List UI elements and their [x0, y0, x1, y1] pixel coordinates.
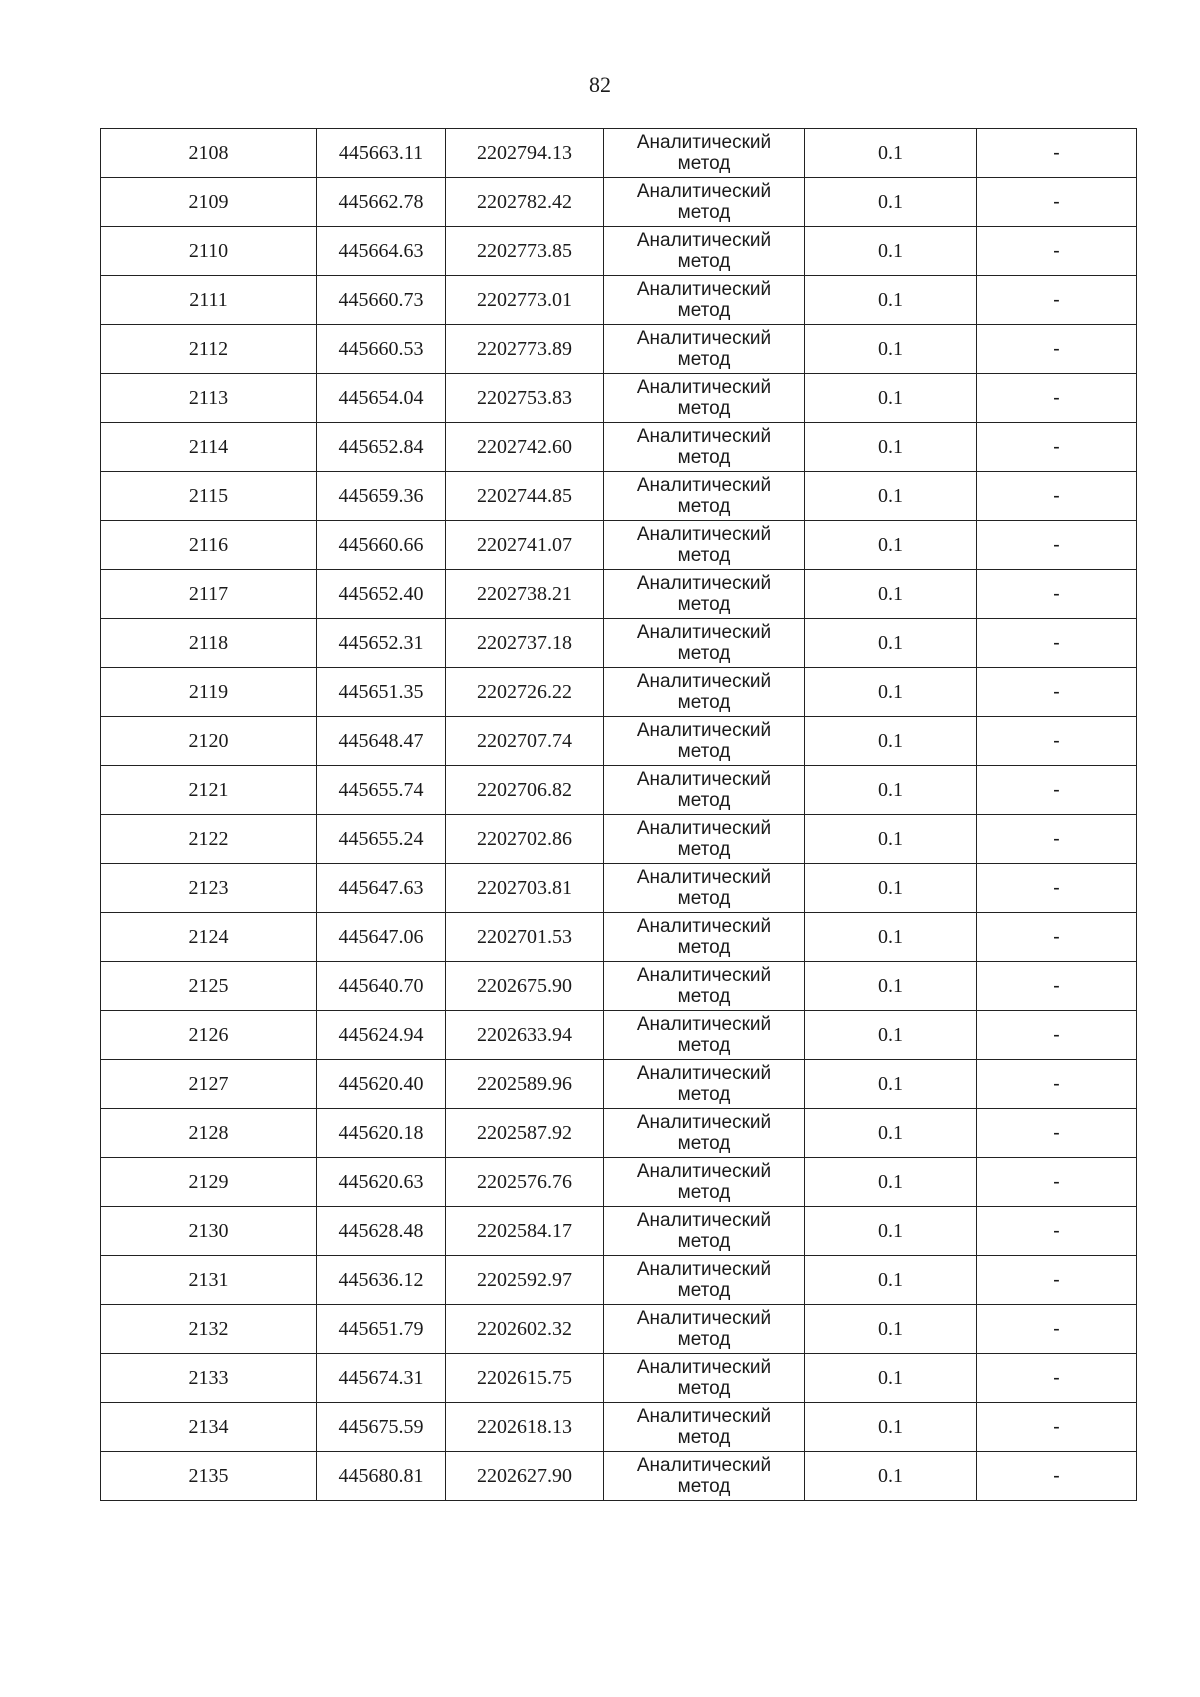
table-row: [101, 521, 1137, 570]
point-number-cell: 2135: [101, 1452, 317, 1501]
note-cell: -: [977, 913, 1137, 962]
note-cell: -: [977, 1305, 1137, 1354]
point-number-cell: 2132: [101, 1305, 317, 1354]
x-coordinate-cell: 445662.78: [317, 178, 446, 227]
note-cell: -: [977, 668, 1137, 717]
x-coordinate-cell: 445659.36: [317, 472, 446, 521]
note-cell: -: [977, 276, 1137, 325]
x-coordinate-cell: 445640.70: [317, 962, 446, 1011]
y-coordinate-cell: 2202742.60: [446, 423, 604, 472]
method-cell: Аналитический метод: [604, 619, 805, 668]
accuracy-cell: 0.1: [805, 521, 977, 570]
x-coordinate-cell: 445620.18: [317, 1109, 446, 1158]
accuracy-cell: 0.1: [805, 1305, 977, 1354]
accuracy-cell: 0.1: [805, 668, 977, 717]
table-row: [101, 913, 1137, 962]
note-cell: -: [977, 1354, 1137, 1403]
method-cell: Аналитический метод: [604, 1060, 805, 1109]
note-cell: -: [977, 1403, 1137, 1452]
accuracy-cell: 0.1: [805, 129, 977, 178]
point-number-cell: 2133: [101, 1354, 317, 1403]
method-cell: Аналитический метод: [604, 1256, 805, 1305]
y-coordinate-cell: 2202782.42: [446, 178, 604, 227]
method-cell: Аналитический метод: [604, 423, 805, 472]
point-number-cell: 2124: [101, 913, 317, 962]
y-coordinate-cell: 2202584.17: [446, 1207, 604, 1256]
method-cell: Аналитический метод: [604, 1109, 805, 1158]
x-coordinate-cell: 445636.12: [317, 1256, 446, 1305]
y-coordinate-cell: 2202576.76: [446, 1158, 604, 1207]
table-row: [101, 1256, 1137, 1305]
accuracy-cell: 0.1: [805, 423, 977, 472]
x-coordinate-cell: 445651.35: [317, 668, 446, 717]
method-cell: Аналитический метод: [604, 472, 805, 521]
table-row: [101, 178, 1137, 227]
accuracy-cell: 0.1: [805, 766, 977, 815]
x-coordinate-cell: 445647.06: [317, 913, 446, 962]
accuracy-cell: 0.1: [805, 374, 977, 423]
point-number-cell: 2116: [101, 521, 317, 570]
point-number-cell: 2117: [101, 570, 317, 619]
table-row: [101, 276, 1137, 325]
method-cell: Аналитический метод: [604, 276, 805, 325]
accuracy-cell: 0.1: [805, 1256, 977, 1305]
note-cell: -: [977, 472, 1137, 521]
y-coordinate-cell: 2202675.90: [446, 962, 604, 1011]
y-coordinate-cell: 2202737.18: [446, 619, 604, 668]
note-cell: -: [977, 570, 1137, 619]
x-coordinate-cell: 445651.79: [317, 1305, 446, 1354]
note-cell: -: [977, 864, 1137, 913]
method-cell: Аналитический метод: [604, 227, 805, 276]
y-coordinate-cell: 2202615.75: [446, 1354, 604, 1403]
accuracy-cell: 0.1: [805, 1452, 977, 1501]
note-cell: -: [977, 962, 1137, 1011]
y-coordinate-cell: 2202738.21: [446, 570, 604, 619]
point-number-cell: 2114: [101, 423, 317, 472]
table-row: [101, 864, 1137, 913]
point-number-cell: 2122: [101, 815, 317, 864]
table-row: [101, 668, 1137, 717]
x-coordinate-cell: 445647.63: [317, 864, 446, 913]
accuracy-cell: 0.1: [805, 178, 977, 227]
coordinates-table: [100, 128, 1137, 1501]
x-coordinate-cell: 445648.47: [317, 717, 446, 766]
point-number-cell: 2126: [101, 1011, 317, 1060]
x-coordinate-cell: 445655.24: [317, 815, 446, 864]
note-cell: -: [977, 1158, 1137, 1207]
coordinates-table-body: [101, 129, 1137, 1501]
note-cell: -: [977, 815, 1137, 864]
method-cell: Аналитический метод: [604, 1305, 805, 1354]
x-coordinate-cell: 445680.81: [317, 1452, 446, 1501]
table-row: [101, 374, 1137, 423]
accuracy-cell: 0.1: [805, 815, 977, 864]
method-cell: Аналитический метод: [604, 668, 805, 717]
point-number-cell: 2134: [101, 1403, 317, 1452]
method-cell: Аналитический метод: [604, 864, 805, 913]
table-row: [101, 1011, 1137, 1060]
y-coordinate-cell: 2202753.83: [446, 374, 604, 423]
y-coordinate-cell: 2202592.97: [446, 1256, 604, 1305]
x-coordinate-cell: 445663.11: [317, 129, 446, 178]
x-coordinate-cell: 445660.66: [317, 521, 446, 570]
table-row: [101, 1158, 1137, 1207]
page-number: 82: [589, 72, 611, 97]
table-row: [101, 423, 1137, 472]
point-number-cell: 2119: [101, 668, 317, 717]
x-coordinate-cell: 445675.59: [317, 1403, 446, 1452]
point-number-cell: 2112: [101, 325, 317, 374]
table-row: [101, 1403, 1137, 1452]
table-row: [101, 1207, 1137, 1256]
accuracy-cell: 0.1: [805, 227, 977, 276]
y-coordinate-cell: 2202703.81: [446, 864, 604, 913]
note-cell: -: [977, 1256, 1137, 1305]
note-cell: -: [977, 619, 1137, 668]
table-row: [101, 1060, 1137, 1109]
y-coordinate-cell: 2202744.85: [446, 472, 604, 521]
x-coordinate-cell: 445655.74: [317, 766, 446, 815]
table-row: [101, 129, 1137, 178]
point-number-cell: 2121: [101, 766, 317, 815]
point-number-cell: 2125: [101, 962, 317, 1011]
accuracy-cell: 0.1: [805, 1060, 977, 1109]
y-coordinate-cell: 2202701.53: [446, 913, 604, 962]
method-cell: Аналитический метод: [604, 178, 805, 227]
method-cell: Аналитический метод: [604, 1354, 805, 1403]
method-cell: Аналитический метод: [604, 374, 805, 423]
note-cell: -: [977, 129, 1137, 178]
y-coordinate-cell: 2202627.90: [446, 1452, 604, 1501]
note-cell: -: [977, 1452, 1137, 1501]
point-number-cell: 2118: [101, 619, 317, 668]
accuracy-cell: 0.1: [805, 1403, 977, 1452]
accuracy-cell: 0.1: [805, 619, 977, 668]
method-cell: Аналитический метод: [604, 815, 805, 864]
point-number-cell: 2108: [101, 129, 317, 178]
method-cell: Аналитический метод: [604, 570, 805, 619]
point-number-cell: 2115: [101, 472, 317, 521]
accuracy-cell: 0.1: [805, 570, 977, 619]
point-number-cell: 2131: [101, 1256, 317, 1305]
accuracy-cell: 0.1: [805, 472, 977, 521]
note-cell: -: [977, 766, 1137, 815]
y-coordinate-cell: 2202741.07: [446, 521, 604, 570]
y-coordinate-cell: 2202602.32: [446, 1305, 604, 1354]
point-number-cell: 2111: [101, 276, 317, 325]
note-cell: -: [977, 227, 1137, 276]
method-cell: Аналитический метод: [604, 766, 805, 815]
accuracy-cell: 0.1: [805, 913, 977, 962]
y-coordinate-cell: 2202587.92: [446, 1109, 604, 1158]
accuracy-cell: 0.1: [805, 864, 977, 913]
x-coordinate-cell: 445654.04: [317, 374, 446, 423]
x-coordinate-cell: 445620.63: [317, 1158, 446, 1207]
note-cell: -: [977, 423, 1137, 472]
x-coordinate-cell: 445624.94: [317, 1011, 446, 1060]
note-cell: -: [977, 1109, 1137, 1158]
x-coordinate-cell: 445652.31: [317, 619, 446, 668]
x-coordinate-cell: 445660.73: [317, 276, 446, 325]
note-cell: -: [977, 1060, 1137, 1109]
x-coordinate-cell: 445664.63: [317, 227, 446, 276]
table-row: [101, 1452, 1137, 1501]
point-number-cell: 2113: [101, 374, 317, 423]
x-coordinate-cell: 445628.48: [317, 1207, 446, 1256]
method-cell: Аналитический метод: [604, 1452, 805, 1501]
y-coordinate-cell: 2202773.89: [446, 325, 604, 374]
point-number-cell: 2109: [101, 178, 317, 227]
point-number-cell: 2128: [101, 1109, 317, 1158]
table-row: [101, 1305, 1137, 1354]
note-cell: -: [977, 717, 1137, 766]
accuracy-cell: 0.1: [805, 1109, 977, 1158]
note-cell: -: [977, 374, 1137, 423]
accuracy-cell: 0.1: [805, 276, 977, 325]
note-cell: -: [977, 1011, 1137, 1060]
x-coordinate-cell: 445652.40: [317, 570, 446, 619]
note-cell: -: [977, 178, 1137, 227]
method-cell: Аналитический метод: [604, 325, 805, 374]
table-row: [101, 325, 1137, 374]
table-row: [101, 1354, 1137, 1403]
x-coordinate-cell: 445652.84: [317, 423, 446, 472]
table-row: [101, 1109, 1137, 1158]
y-coordinate-cell: 2202726.22: [446, 668, 604, 717]
table-row: [101, 717, 1137, 766]
table-row: [101, 227, 1137, 276]
accuracy-cell: 0.1: [805, 1158, 977, 1207]
y-coordinate-cell: 2202773.01: [446, 276, 604, 325]
method-cell: Аналитический метод: [604, 521, 805, 570]
method-cell: Аналитический метод: [604, 913, 805, 962]
x-coordinate-cell: 445620.40: [317, 1060, 446, 1109]
method-cell: Аналитический метод: [604, 1158, 805, 1207]
y-coordinate-cell: 2202702.86: [446, 815, 604, 864]
x-coordinate-cell: 445660.53: [317, 325, 446, 374]
method-cell: Аналитический метод: [604, 1011, 805, 1060]
point-number-cell: 2129: [101, 1158, 317, 1207]
method-cell: Аналитический метод: [604, 1207, 805, 1256]
table-row: [101, 619, 1137, 668]
y-coordinate-cell: 2202706.82: [446, 766, 604, 815]
method-cell: Аналитический метод: [604, 962, 805, 1011]
accuracy-cell: 0.1: [805, 1207, 977, 1256]
table-row: [101, 472, 1137, 521]
y-coordinate-cell: 2202633.94: [446, 1011, 604, 1060]
table-row: [101, 766, 1137, 815]
note-cell: -: [977, 1207, 1137, 1256]
point-number-cell: 2120: [101, 717, 317, 766]
x-coordinate-cell: 445674.31: [317, 1354, 446, 1403]
point-number-cell: 2123: [101, 864, 317, 913]
accuracy-cell: 0.1: [805, 962, 977, 1011]
table-row: [101, 570, 1137, 619]
accuracy-cell: 0.1: [805, 1354, 977, 1403]
y-coordinate-cell: 2202773.85: [446, 227, 604, 276]
note-cell: -: [977, 521, 1137, 570]
point-number-cell: 2110: [101, 227, 317, 276]
table-row: [101, 815, 1137, 864]
accuracy-cell: 0.1: [805, 1011, 977, 1060]
y-coordinate-cell: 2202589.96: [446, 1060, 604, 1109]
method-cell: Аналитический метод: [604, 717, 805, 766]
method-cell: Аналитический метод: [604, 1403, 805, 1452]
y-coordinate-cell: 2202707.74: [446, 717, 604, 766]
accuracy-cell: 0.1: [805, 717, 977, 766]
y-coordinate-cell: 2202618.13: [446, 1403, 604, 1452]
note-cell: -: [977, 325, 1137, 374]
y-coordinate-cell: 2202794.13: [446, 129, 604, 178]
point-number-cell: 2127: [101, 1060, 317, 1109]
method-cell: Аналитический метод: [604, 129, 805, 178]
point-number-cell: 2130: [101, 1207, 317, 1256]
accuracy-cell: 0.1: [805, 325, 977, 374]
table-row: [101, 962, 1137, 1011]
